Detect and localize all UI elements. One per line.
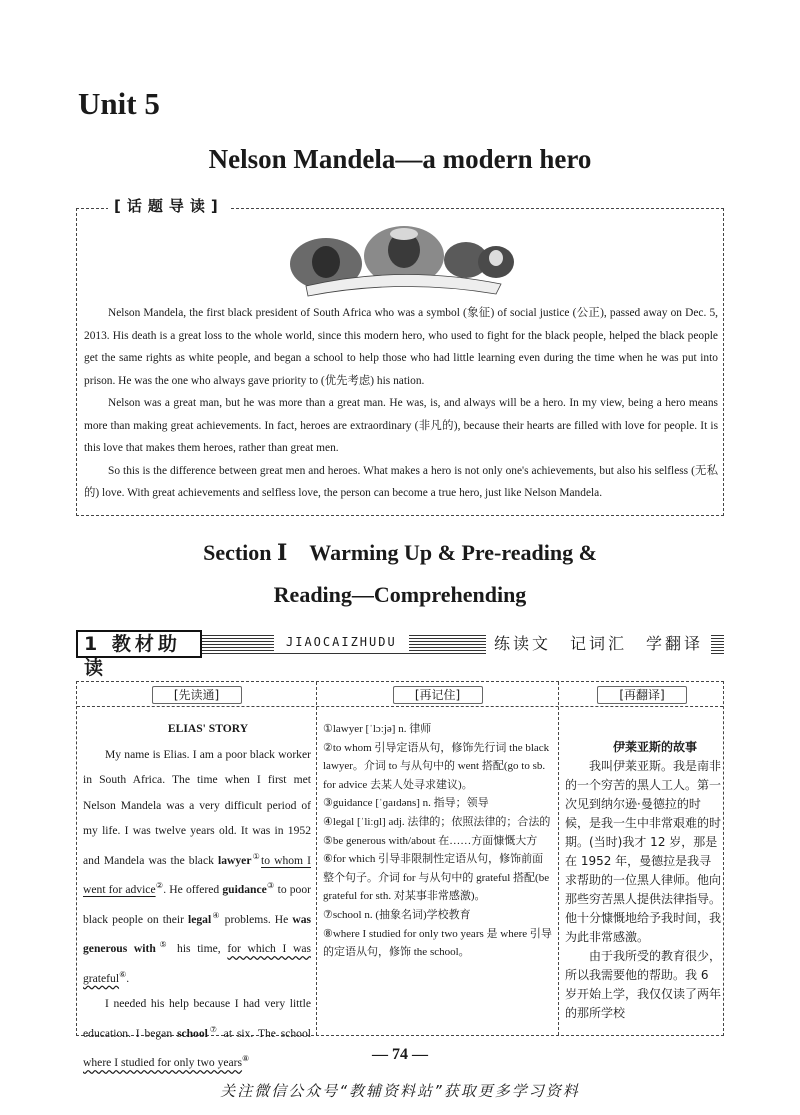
word-school: school	[176, 1026, 208, 1040]
phrase-generous: was generous with	[83, 912, 312, 956]
phrase-for-which: for which I was grateful	[83, 942, 311, 985]
reading-column	[77, 682, 317, 1070]
translation-text	[565, 738, 721, 1023]
section-title-line2: Reading—Comprehending	[273, 582, 527, 607]
translation-title: 伊莱亚斯的故事	[612, 740, 697, 754]
story-paragraph-2: I needed his help because I had very little education. I began school⑦ at six. The school where I studied for only two years⑧	[83, 997, 311, 1070]
word-guidance: guidance	[222, 883, 267, 897]
note-item: ②to whom 引导定语从句，修饰先行词 the black lawyer。介词 to 与从句中的 went 搭配(go to sb. for advice 去某人处寻求建议)。	[323, 741, 550, 791]
story-title: ELIAS' STORY	[167, 722, 249, 735]
banner-label: 1 教材助读	[76, 630, 202, 658]
page-number: — 74 —	[372, 1046, 428, 1063]
textbook-guide-banner	[76, 630, 724, 679]
translation-paragraph-1: 我叫伊莱亚斯。我是南非的一个穷苦的黑人工人。第一次见到纳尔逊·曼德拉的时候，是我一生中非常艰难的时期。(当时)我才 12 岁，那是在 1952 年，曼德拉是我寻求帮助的一位黑人律师。他向那些穷苦黑人提供法律指导。他十分慷慨地给予我时间，我为此非常感激。	[565, 759, 722, 944]
word-legal: legal	[188, 912, 212, 926]
note-item: ④legal [ˈliːɡl] adj. 法律的；依照法律的；合法的	[323, 815, 551, 828]
topic-intro-text	[84, 302, 718, 505]
note-item: ①lawyer [ˈlɔːjə] n. 律师	[323, 723, 432, 735]
vocabulary-notes	[323, 720, 553, 962]
note-item: ⑥for which 引导非限制性定语从句，修饰前面整个句子。介词 for 与从句中的 grateful 搭配(be grateful for sth. 对某事非常感激)。	[323, 853, 550, 903]
unit-title: Unit 5	[78, 86, 160, 121]
column-head-translate: [再翻译]	[597, 686, 687, 704]
column-head-read: [先读通]	[152, 686, 242, 704]
footer-note: 关注微信公众号“教辅资料站”获取更多学习资料	[220, 1082, 580, 1100]
translate-column	[559, 682, 725, 1035]
intro-paragraph: Nelson was a great man, but he was more than a great man. He was, is, and always will be a hero. In my view, being a hero means more than making great achievements. In fact, heroes are extraordinary (非凡的), because their hearts are filled with love for people. It is this love that makes them heroes, rather than great men.	[84, 397, 718, 454]
banner-pinyin: JIAOCAIZHUDU	[274, 632, 409, 652]
word-lawyer: lawyer	[217, 853, 252, 867]
note-item: ⑤be generous with/about 在……方面慷慨大方	[323, 834, 538, 847]
lesson-title: Nelson Mandela—a modern hero	[208, 144, 592, 174]
section-title-line1: Section Ⅰ Warming Up & Pre-reading &	[203, 540, 597, 565]
column-head-remember: [再记住]	[393, 686, 483, 704]
note-item: ⑧where I studied for only two years 是 where 引导的定语从句，修饰 the school。	[323, 927, 552, 959]
banner-tagline: 练读文 记词汇 学翻译	[486, 630, 711, 658]
remember-column	[317, 682, 559, 1035]
note-item: ⑦school n. (抽象名词)学校教育	[323, 908, 471, 921]
phrase-where: where I studied for only two years	[83, 1056, 243, 1070]
topic-label: [话题导读]	[108, 195, 230, 216]
intro-paragraph: So this is the difference between great men and heroes. What makes a hero is not only one's achievements, but also his selfless (无私的) love. With great achievements and selfless love, the person can become a true hero, just like Nelson Mandela.	[84, 464, 718, 499]
mandela-photo-collage	[286, 224, 516, 300]
photo-collage-graphic	[286, 224, 516, 300]
phrase-to-whom: to whom I went for advice	[83, 853, 312, 897]
translation-paragraph-2: 由于我所受的教育很少，所以我需要他的帮助。我 6 岁开始上学，我仅仅读了两年的那所学校	[565, 949, 722, 1020]
note-item: ③guidance [ˈɡaɪdəns] n. 指导；领导	[323, 797, 489, 810]
intro-paragraph: Nelson Mandela, the first black president of South Africa who was a symbol (象征) of social justice (公正), passed away on Dec. 5, 2013. His death is a great loss to the whole world, since this modern hero, who used to fight for the black people, helped the black people get the same rights as white people, and began a school to help those who had little learning even during the time when he was put into prison. He was the one who always gave priority to (优先考虑) his nation.	[84, 307, 718, 387]
story-text	[83, 716, 311, 1076]
story-paragraph-1: My name is Elias. I am a poor black worker in South Africa. The time when I first met Nelson Mandela was a very difficult period of my life. I was twelve years old. It was in 1952 and Mandela was the black lawyer①to whom I went for advice②. He offered guidance③ to poor black people on their legal④ problems. He was generous with⑤ his time, for which I was grateful⑥.	[83, 747, 312, 985]
